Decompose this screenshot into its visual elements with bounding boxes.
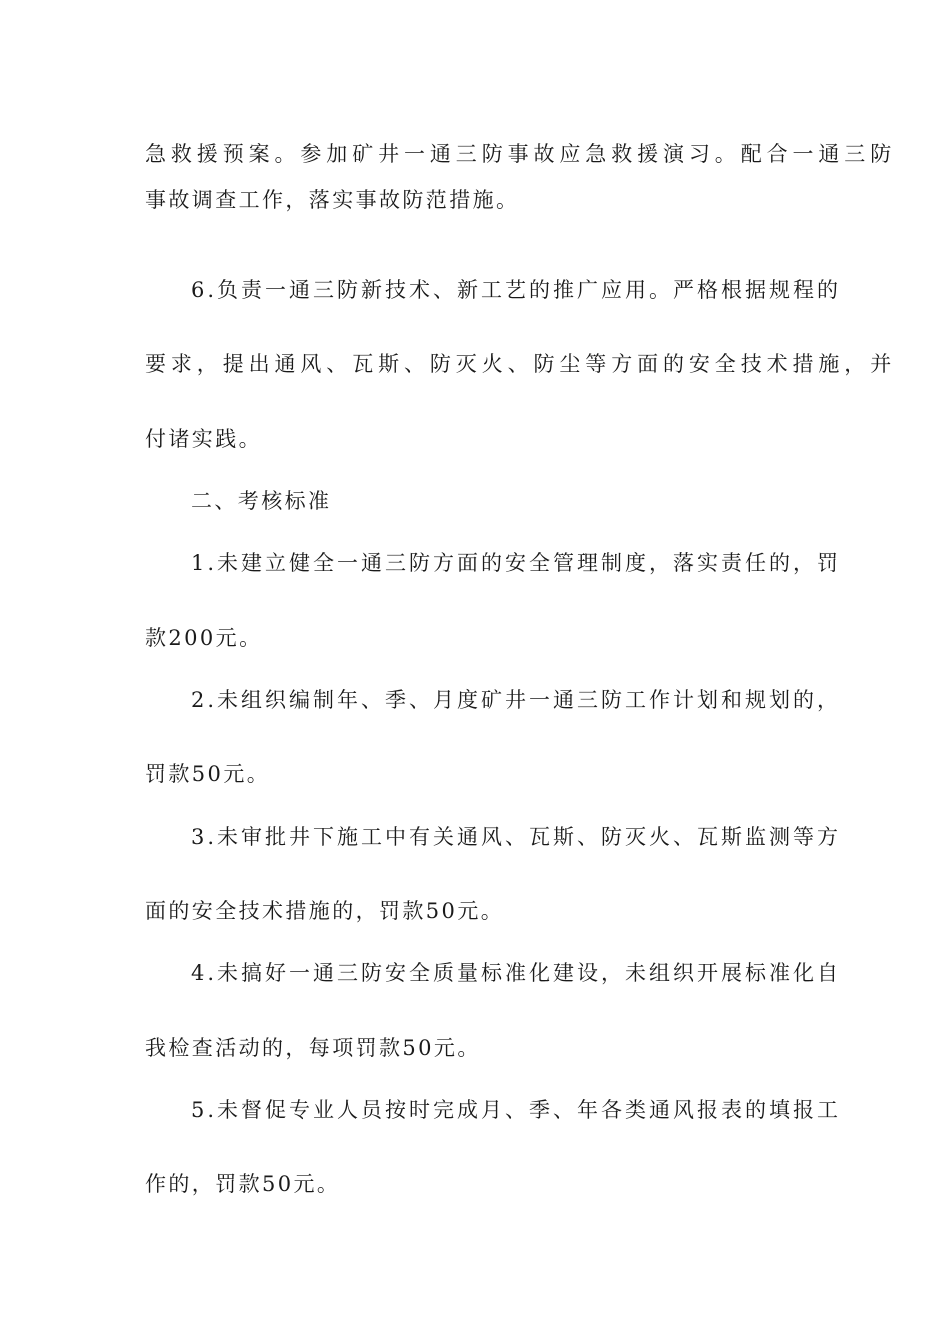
text-line: 事故调查工作，落实事故防范措施。 [145, 188, 520, 212]
text-line: 罚款50元。 [145, 762, 271, 786]
list-item-4: 4.未搞好一通三防安全质量标准化建设，未组织开展标准化自 [191, 961, 842, 985]
list-item-6: 6.负责一通三防新技术、新工艺的推广应用。严格根据规程的 [191, 278, 842, 302]
text-line: 面的安全技术措施的，罚款50元。 [145, 899, 505, 923]
text-line: 款200元。 [145, 626, 263, 650]
list-item-3: 3.未审批井下施工中有关通风、瓦斯、防灭火、瓦斯监测等方 [191, 825, 842, 849]
text-line: 作的，罚款50元。 [145, 1172, 341, 1196]
section-heading: 二、考核标准 [191, 489, 332, 513]
text-line: 急救援预案。参加矿井一通三防事故应急救援演习。配合一通三防 [145, 142, 897, 166]
text-line: 要求，提出通风、瓦斯、防灭火、防尘等方面的安全技术措施，并 [145, 352, 897, 376]
list-item-1: 1.未建立健全一通三防方面的安全管理制度，落实责任的，罚 [191, 551, 842, 575]
text-line: 付诸实践。 [145, 427, 262, 451]
list-item-5: 5.未督促专业人员按时完成月、季、年各类通风报表的填报工 [191, 1098, 842, 1122]
list-item-2: 2.未组织编制年、季、月度矿井一通三防工作计划和规划的， [191, 688, 842, 712]
text-line: 我检查活动的，每项罚款50元。 [145, 1036, 481, 1060]
